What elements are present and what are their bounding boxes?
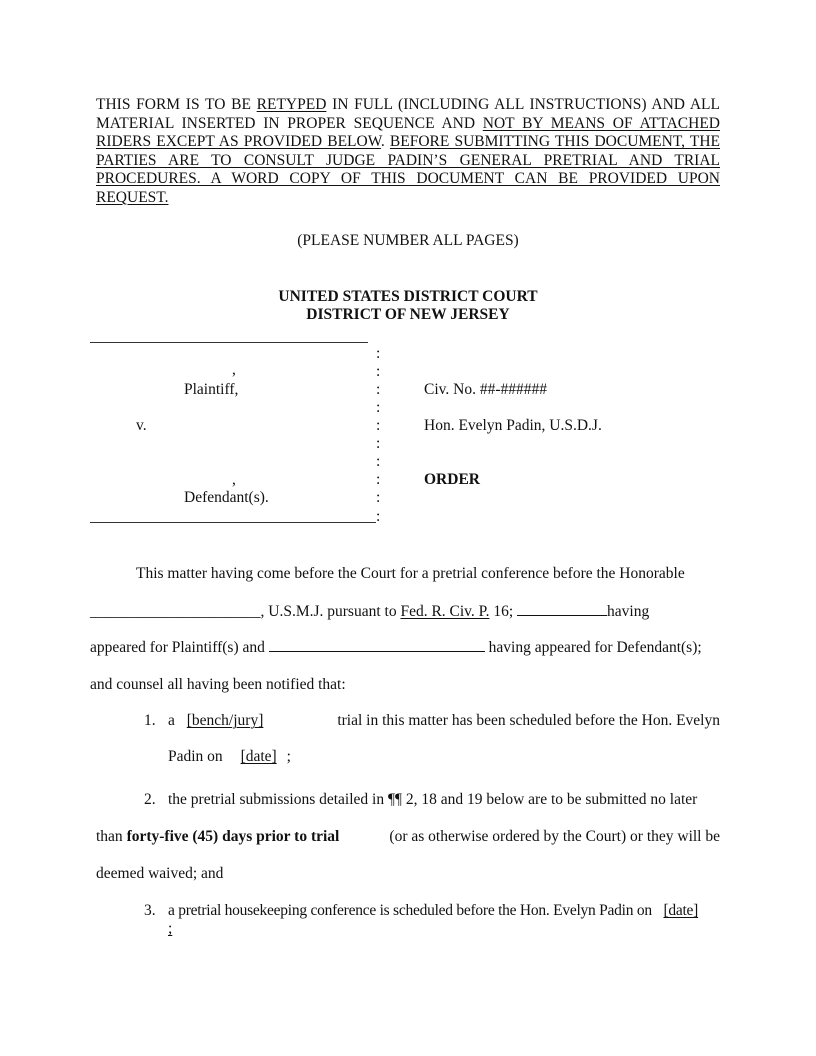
item-number: 2. xyxy=(144,791,156,808)
item-text: Padin on xyxy=(168,748,227,765)
caption-colon: : xyxy=(376,453,381,470)
item-text xyxy=(168,748,291,766)
caption-colon: : xyxy=(376,399,381,416)
document-title: ORDER xyxy=(424,471,480,488)
item-text xyxy=(168,712,720,730)
caption-colon: : xyxy=(376,471,381,488)
court-district: DISTRICT OF NEW JERSEY xyxy=(306,306,510,323)
rule-citation: Fed. R. Civ. P. xyxy=(400,603,490,620)
caption-colon: : xyxy=(376,508,381,525)
trial-type-field[interactable]: [bench/jury] xyxy=(186,712,264,729)
caption-colon: : xyxy=(376,417,381,434)
body-text: appeared for Plaintiff(s) and xyxy=(90,639,269,656)
plaintiff-counsel-blank[interactable] xyxy=(517,601,607,616)
caption-colon: : xyxy=(376,489,381,506)
item-text-segment xyxy=(168,712,281,730)
instructions-text: IN FULL (INCLUDING ALL INSTRUCTIONS) AND ALL MATERIAL INSERTED IN PROPER SEQUENCE AND xyxy=(96,96,720,132)
before-submitting-underlined: BEFORE SUBMITTING THIS DOCUMENT, THE PARTIES ARE TO CONSULT JUDGE PADIN’S GENERAL PRETRIAL AND TRIAL PROCEDURES. A WORD COPY OF THIS DOCUMENT CAN BE PROVIDED UPON REQUEST. xyxy=(96,133,721,206)
body-text: 16; xyxy=(489,603,518,620)
item-text: deemed waived; and xyxy=(96,865,224,882)
item-text-segment xyxy=(96,828,339,846)
form-instructions xyxy=(96,96,720,207)
caption-top-rule xyxy=(90,342,368,343)
body-line xyxy=(90,601,649,621)
item-text xyxy=(168,920,180,938)
item-text: a xyxy=(168,712,179,729)
civil-number: Civ. No. ##-###### xyxy=(424,381,547,398)
defendant-label: Defendant(s). xyxy=(184,489,269,506)
magistrate-name-blank[interactable]: ______________________ xyxy=(90,603,261,620)
item-text: than xyxy=(96,828,127,845)
caption-colon: : xyxy=(376,381,381,398)
body-line: and counsel all having been notified that: xyxy=(90,676,346,693)
court-name: UNITED STATES DISTRICT COURT xyxy=(278,288,538,305)
plaintiff-label: Plaintiff, xyxy=(184,381,239,398)
caption-colon: : xyxy=(376,363,381,380)
caption-bottom-rule xyxy=(90,522,376,523)
item-text: the pretrial submissions detailed in ¶¶ 2, 18 and 19 below are to be submitted no later xyxy=(168,791,698,808)
instructions-text: . xyxy=(380,133,390,150)
caption-colon: : xyxy=(376,435,381,452)
body-text: , U.S.M.J. pursuant to xyxy=(260,603,401,620)
defendant-counsel-blank[interactable] xyxy=(269,637,485,652)
item-text: trial in this matter has been scheduled before the Hon. Evelyn xyxy=(337,712,720,729)
body-text: having appeared for Defendant(s); xyxy=(484,639,702,656)
deadline-emphasis: forty-five (45) days prior to trial xyxy=(126,828,340,845)
item-text xyxy=(168,902,698,920)
body-text: having xyxy=(607,603,650,620)
item-text: a pretrial housekeeping conference is scheduled before the Hon. Evelyn Padin on xyxy=(168,902,656,919)
item-number: 1. xyxy=(144,712,156,729)
not-attached-underlined: NOT BY MEANS OF ATTACHED RIDERS EXCEPT AS PROVIDED BELOW xyxy=(96,114,720,150)
item-text: ; xyxy=(168,920,173,937)
defendant-comma: , xyxy=(232,471,236,488)
body-line xyxy=(90,637,702,657)
item-number: 3. xyxy=(144,902,156,919)
caption-colon: : xyxy=(376,345,381,362)
item-text xyxy=(96,828,720,846)
number-pages-note: (PLEASE NUMBER ALL PAGES) xyxy=(297,232,519,249)
judge-name: Hon. Evelyn Padin, U.S.D.J. xyxy=(424,417,602,434)
trial-date-field[interactable]: [date] xyxy=(240,748,277,765)
housekeeping-date-field[interactable]: [date] xyxy=(663,902,699,919)
body-line: This matter having come before the Court for a pretrial conference before the Honorable xyxy=(136,565,685,582)
versus-label: v. xyxy=(136,417,147,434)
item-text: ; xyxy=(282,748,291,765)
retyped-underlined: RETYPED xyxy=(256,96,327,113)
item-text: (or as otherwise ordered by the Court) or they will be xyxy=(389,828,720,845)
plaintiff-comma: , xyxy=(232,361,236,378)
instructions-text: THIS FORM IS TO BE xyxy=(96,96,257,113)
